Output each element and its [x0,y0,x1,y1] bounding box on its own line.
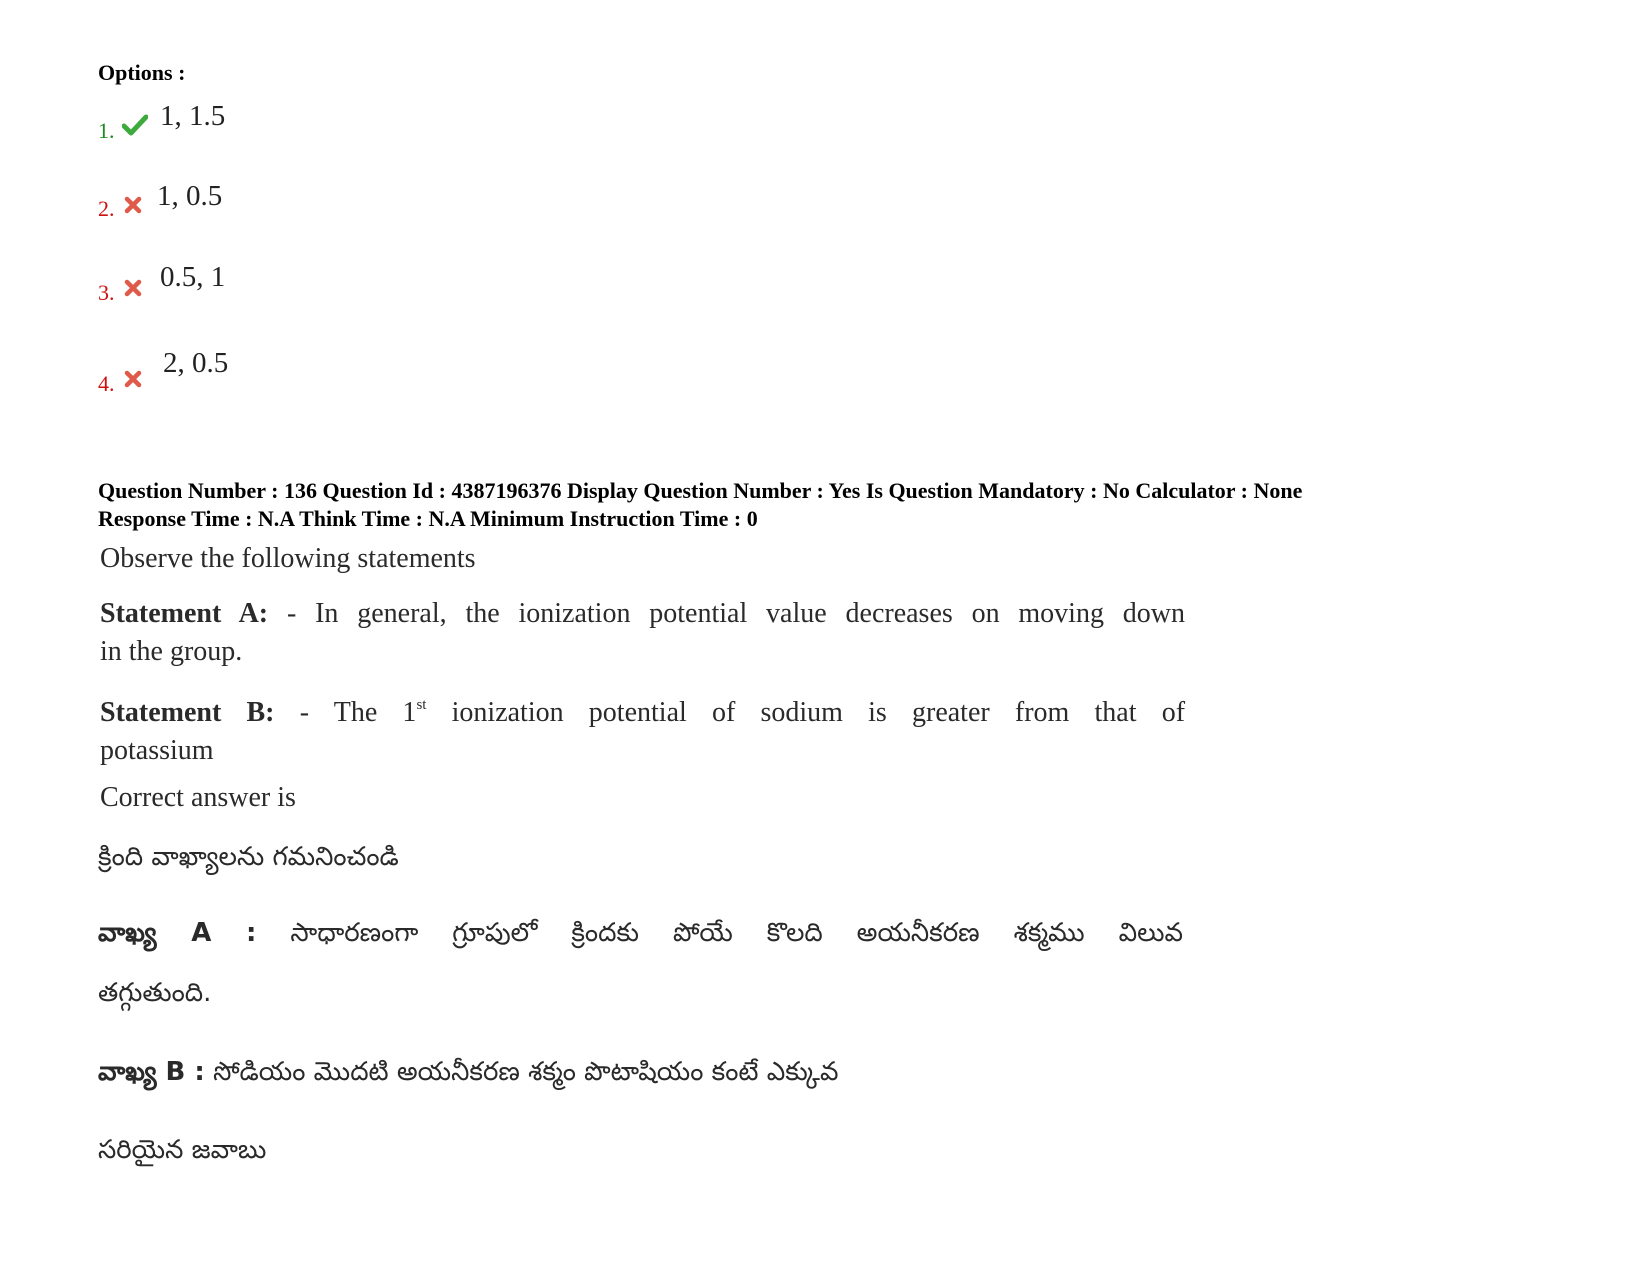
question-meta-line-2: Response Time : N.A Think Time : N.A Minimum Instruction Time : 0 [98,506,758,531]
option-number: 3. [98,280,115,305]
telugu-statement-a [98,918,1183,954]
telugu-statement-b-text: సోడియం మొదటి అయనీకరణ శక్మం పొటాషియం కంటే ఎక్కువ [204,1057,839,1087]
option-number: 1. [98,118,115,143]
statement-a-text-cont: in the group. [100,636,243,667]
option-number: 2. [98,196,115,221]
question-meta-line-1: Question Number : 136 Question Id : 4387196376 Display Question Number : Yes Is Question Mandatory : No Calculator : None [98,478,1303,503]
question-prompt: Correct answer is [100,782,296,813]
question-intro: Observe the following statements [100,543,476,574]
telugu-statement-b-label: వాఖ్య B : [98,1057,205,1087]
option-number: 4. [98,371,115,396]
options-heading: Options : [98,60,186,85]
option-value: 1, 1.5 [160,100,226,132]
telugu-statement-b [98,1057,838,1093]
telugu-prompt: సరియైన జవాబు [98,1135,267,1165]
telugu-intro: క్రింది వాఖ్యాలను గమనించండి [98,842,399,872]
telugu-statement-a-cont: తగ్గుతుంది. [98,978,212,1008]
cross-icon [124,196,142,219]
statement-b-text: ionization potential of sodium is greater from that of [426,697,1186,728]
telugu-statement-a-label: వాఖ్య A : [98,918,257,948]
cross-icon [124,370,142,393]
check-icon [122,114,148,141]
statement-b-pre: - The 1 [299,697,417,728]
option-value: 2, 0.5 [163,347,229,379]
statement-b-sup: st [416,697,427,713]
statement-b-text-cont: potassium [100,735,214,766]
statement-a-text: - In general, the ionization potential value decreases on moving down [268,598,1186,629]
cross-icon [124,279,142,302]
statement-a-label: Statement A: [100,598,269,629]
statement-a [100,595,1185,671]
statement-b-label: Statement B: [100,697,275,728]
option-value: 1, 0.5 [157,180,223,212]
option-value: 0.5, 1 [160,261,226,293]
telugu-statement-a-text: సాధారణంగా గ్రూపులో క్రిందకు పోయే కొలది అయనీకరణ శక్మము విలువ [256,918,1184,948]
statement-b [100,686,1185,770]
